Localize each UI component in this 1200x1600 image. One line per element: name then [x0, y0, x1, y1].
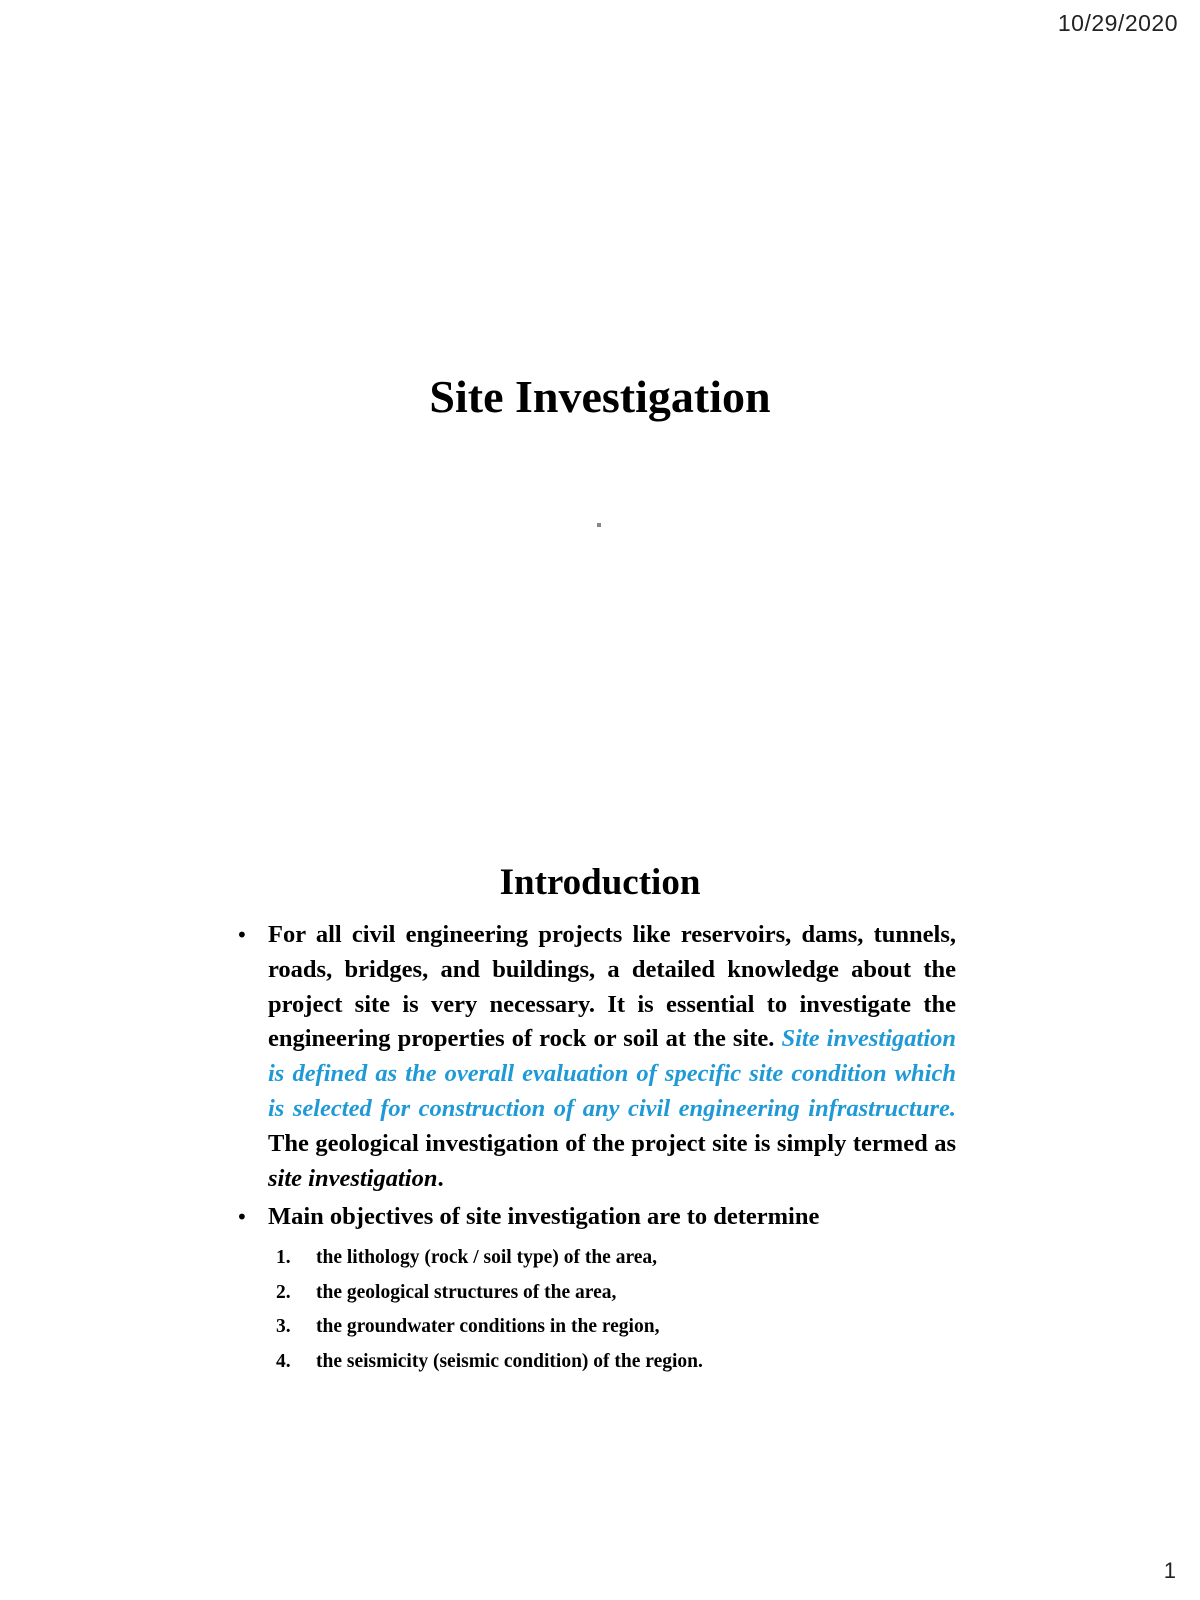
bullet-icon: • — [236, 1205, 248, 1230]
objective-text: the seismicity (seismic condition) of the region. — [316, 1350, 703, 1372]
objectives-list — [268, 1241, 956, 1379]
bullet-text-geological: The geological investigation of the project site is simply termed as — [268, 1129, 956, 1157]
objective-number: 3. — [276, 1316, 291, 1338]
objective-item — [268, 1310, 956, 1345]
page-date: 10/29/2020 — [1057, 10, 1178, 36]
bullet-main-objectives — [236, 1200, 956, 1379]
bullet-text-end: . — [437, 1164, 444, 1192]
bullet-text-intro: For all civil engineering projects like reservoirs, dams, tunnels, roads, bridges, and buildings, a detailed knowledge about the project site is very necessary. It is essential to investigate the engineering properties of rock or soil at the site. — [268, 921, 956, 1053]
objective-item — [268, 1345, 956, 1380]
objective-item — [268, 1241, 956, 1276]
introduction-bullet-list — [236, 918, 956, 1379]
definition-highlight: Site investigation is defined as the overall evaluation of specific site condition which is selected for construction of any civil engineering infrastructure. — [268, 1025, 956, 1122]
objective-number: 4. — [276, 1350, 291, 1372]
objective-text: the groundwater conditions in the region, — [316, 1316, 660, 1338]
bullet-civil-projects — [236, 918, 956, 1196]
objective-text: the geological structures of the area, — [316, 1281, 617, 1303]
bullet-icon: • — [236, 923, 248, 947]
page-number: 1 — [1163, 1558, 1176, 1583]
objective-number: 2. — [276, 1281, 291, 1303]
objective-number: 1. — [276, 1247, 291, 1269]
objective-text: the lithology (rock / soil type) of the area, — [316, 1247, 658, 1269]
slide-title-introduction: Introduction — [499, 862, 701, 903]
placeholder-dot — [597, 523, 601, 527]
term-site-investigation: site investigation — [268, 1164, 438, 1192]
objective-item — [268, 1276, 956, 1311]
slide-title-site-investigation: Site Investigation — [429, 371, 771, 422]
objectives-heading: Main objectives of site investigation are to determine — [268, 1203, 820, 1231]
